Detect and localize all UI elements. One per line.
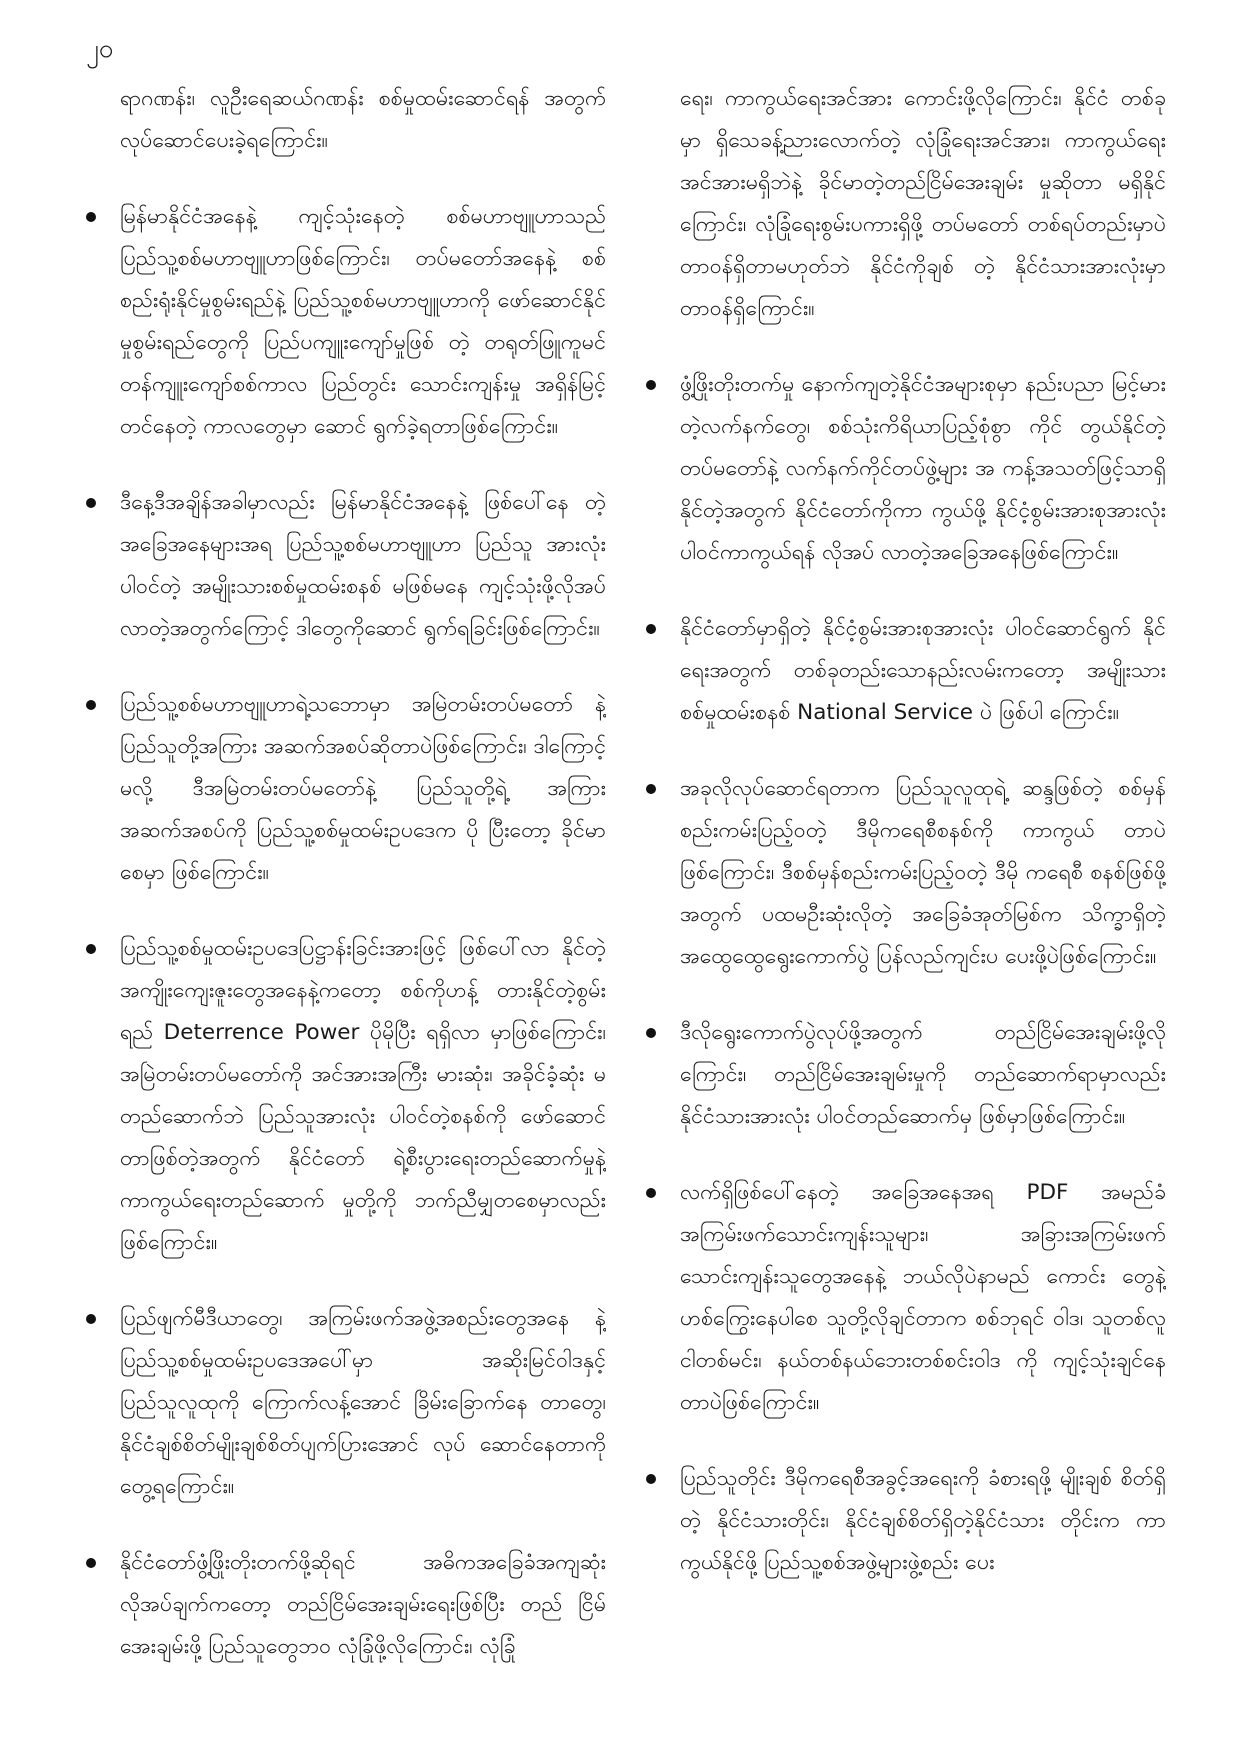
bullet-icon xyxy=(86,1314,96,1324)
continuation-paragraph: ရာဂဏန်း၊ လူဦးရေဆယ်ဂဏန်း စစ်မှုထမ်းဆောင်ရန် အတွက် လုပ်ဆောင်ပေးခဲ့ရကြောင်း။ xyxy=(120,86,606,153)
bullet-item xyxy=(86,1542,606,1668)
bullet-item xyxy=(646,1172,1166,1424)
bullet-icon xyxy=(86,1558,96,1568)
bullet-icon xyxy=(646,784,656,794)
bullet-item xyxy=(646,364,1166,574)
bullet-text: အခုလိုလုပ်ဆောင်ရတာက ပြည်သူလူထုရဲ့ ဆန္ဒဖြစ်တဲ့ စစ်မှန်စည်းကမ်းပြည့်ဝတဲ့ ဒီမိုကရေစီစနစ်ကို ကာကွယ် တာပဲဖြစ်ကြောင်း၊ ဒီစစ်မှန်စည်းကမ်းပြည့်ဝတဲ့ ဒီမို ကရေစီ စနစ်ဖြစ်ဖို့အတွက် ပထမဦးဆုံးလိုတဲ့ အခြေခံအုတ်မြစ်က သိက္ခာရှိတဲ့ အထွေထွေရွေးကောက်ပွဲ ပြန်လည်ကျင်းပ ပေးဖို့ပဲဖြစ်ကြောင်း။ xyxy=(680,776,1166,969)
right-column xyxy=(646,78,1166,1718)
bullet-item xyxy=(86,1298,606,1508)
bullet-text: ပြည်သူ့စစ်မှုထမ်းဥပဒေပြဋ္ဌာန်းခြင်းအားဖြင့် ဖြစ်ပေါ်လာ နိုင်တဲ့ အကျိုးကျေးဇူးတွေအနေနဲ့ကတော့ စစ်ကိုဟန့် တားနိုင်တဲ့စွမ်းရည် Deterrence Power ပိုမိုပြီး ရရှိလာ မှာဖြစ်ကြောင်း၊ အမြဲတမ်းတပ်မတော်ကို အင်အားအကြီး မားဆုံး၊ အခိုင်ခံ့ဆုံး မတည်ဆောက်ဘဲ ပြည်သူအားလုံး ပါဝင်တဲ့စနစ်ကို ဖော်ဆောင်တာဖြစ်တဲ့အတွက် နိုင်ငံတော် ရဲ့စီးပွားရေးတည်ဆောက်မှုနဲ့ ကာကွယ်ရေးတည်ဆောက် မှုတို့ကို ဘက်ညီမျှတစေမှာလည်းဖြစ်ကြောင်း။ xyxy=(120,936,606,1255)
bullet-text: ပြည်သူ့စစ်မဟာဗျူဟာရဲ့သဘောမှာ အမြဲတမ်းတပ်မတော် နဲ့ ပြည်သူတို့အကြား အဆက်အစပ်ဆိုတာပဲဖြစ်ကြောင်း၊ ဒါကြောင့်မလို့ ဒီအမြဲတမ်းတပ်မတော်နဲ့ ပြည်သူတို့ရဲ့ အကြား အဆက်အစပ်ကို ပြည်သူ့စစ်မှုထမ်းဥပဒေက ပို ပြီးတော့ ခိုင်မာစေမှာ ဖြစ်ကြောင်း။ xyxy=(120,692,606,885)
bullet-text: ဖွံ့ဖြိုးတိုးတက်မှု နောက်ကျတဲ့နိုင်ငံအများစုမှာ နည်းပညာ မြင့်မားတဲ့လက်နက်တွေ၊ စစ်သုံးကိရိယာပြည့်စုံစွာ ကိုင် တွယ်နိုင်တဲ့တပ်မတော်နဲ့ လက်နက်ကိုင်တပ်ဖွဲ့များ အ ကန့်အသတ်ဖြင့်သာရှိနိုင်တဲ့အတွက် နိုင်ငံတော်ကိုကာ ကွယ်ဖို့ နိုင်ငံ့စွမ်းအားစုအားလုံး ပါဝင်ကာကွယ်ရန် လိုအပ် လာတဲ့အခြေအနေဖြစ်ကြောင်း။ xyxy=(680,372,1166,565)
bullet-icon xyxy=(646,1028,656,1038)
bullet-item xyxy=(646,768,1166,978)
continuation-paragraph: ရေး၊ ကာကွယ်ရေးအင်အား ကောင်းဖို့လိုကြောင်း၊ နိုင်ငံ တစ်ခုမှာ ရှိသေခန့်ညားလောက်တဲ့ လုံခြုံရေးအင်အား၊ ကာကွယ်ရေးအင်အားမရှိဘဲနဲ့ ခိုင်မာတဲ့တည်ငြိမ်အေးချမ်း မှုဆိုတာ မရှိနိုင်ကြောင်း၊ လုံခြုံရေးစွမ်းပကားရှိဖို့ တပ်မတော် တစ်ရပ်တည်းမှာပဲ တာဝန်ရှိတာမဟုတ်ဘဲ နိုင်ငံကိုချစ် တဲ့ နိုင်ငံသားအားလုံးမှာ တာဝန်ရှိကြောင်း။ xyxy=(680,86,1166,321)
left-column xyxy=(86,78,606,1718)
page-number: ၂၀ xyxy=(86,34,114,64)
bullet-item xyxy=(86,928,606,1264)
bullet-icon xyxy=(86,944,96,954)
bullet-text: လက်ရှိဖြစ်ပေါ်နေတဲ့ အခြေအနေအရ PDF အမည်ခံ အကြမ်းဖက်သောင်းကျန်းသူများ၊ အခြားအကြမ်းဖက် သောင်းကျန်းသူတွေအနေနဲ့ ဘယ်လိုပဲနာမည် ကောင်း တွေနဲ့ ဟစ်ကြွေးနေပါစေ သူတို့လိုချင်တာက စစ်ဘုရင် ဝါဒ၊ သူတစ်လူ ငါတစ်မင်း၊ နယ်တစ်နယ်ဘေးတစ်စင်းဝါဒ ကို ကျင့်သုံးချင်နေတာပဲဖြစ်ကြောင်း။ xyxy=(680,1180,1166,1415)
bullet-item xyxy=(86,684,606,894)
bullet-text: နိုင်ငံတော်ဖွံ့ဖြိုးတိုးတက်ဖို့ဆိုရင် အဓိကအခြေခံအကျဆုံး လိုအပ်ချက်ကတော့ တည်ငြိမ်အေးချမ်းရေးဖြစ်ပြီး တည် ငြိမ်အေးချမ်းဖို့ ပြည်သူတွေဘဝ လုံခြုံဖို့လိုကြောင်း၊ လုံခြုံ xyxy=(120,1550,606,1659)
bullet-icon xyxy=(646,380,656,390)
two-column-body xyxy=(86,78,1166,1718)
bullet-text: နိုင်ငံတော်မှာရှိတဲ့ နိုင်ငံ့စွမ်းအားစုအားလုံး ပါဝင်ဆောင်ရွက် နိုင်ရေးအတွက် တစ်ခုတည်းသောနည်းလမ်းကတော့ အမျိုးသားစစ်မှုထမ်းစနစ် National Service ပဲ ဖြစ်ပါ ကြောင်း။ xyxy=(680,616,1166,725)
bullet-item xyxy=(86,196,606,448)
bullet-text: ဒီလိုရွေးကောက်ပွဲလုပ်ဖို့အတွက် တည်ငြိမ်အေးချမ်းဖို့လို ကြောင်း၊ တည်ငြိမ်အေးချမ်းမှုကို တည်ဆောက်ရာမှာလည်း နိုင်ငံသားအားလုံး ပါဝင်တည်ဆောက်မှ ဖြစ်မှာဖြစ်ကြောင်း။ xyxy=(680,1020,1166,1129)
bullet-item xyxy=(646,608,1166,734)
bullet-text: ပြည်သူတိုင်း ဒီမိုကရေစီအခွင့်အရေးကို ခံစားရဖို့ မျိုးချစ် စိတ်ရှိတဲ့ နိုင်ငံသားတိုင်း၊ နိုင်ငံချစ်စိတ်ရှိတဲ့နိုင်ငံသား တိုင်းက ကာကွယ်နိုင်ဖို့ ပြည်သူ့စစ်အဖွဲ့များဖွဲ့စည်း ပေး xyxy=(680,1466,1166,1575)
bullet-icon xyxy=(86,498,96,508)
bullet-item xyxy=(646,1458,1166,1584)
bullet-text: ပြည်ဖျက်မီဒီယာတွေ၊ အကြမ်းဖက်အဖွဲ့အစည်းတွေအနေ နဲ့ ပြည်သူ့စစ်မှုထမ်းဥပဒေအပေါ်မှာ အဆိုးမြင်ဝါဒနှင့် ပြည်သူလူထုကို ကြောက်လန့်အောင် ခြိမ်းခြောက်နေ တာတွေ၊ နိုင်ငံချစ်စိတ်မျိုးချစ်စိတ်ပျက်ပြားအောင် လုပ် ဆောင်နေတာကို တွေ့ရကြောင်း။ xyxy=(120,1306,606,1499)
bullet-text: မြန်မာနိုင်ငံအနေနဲ့ ကျင့်သုံးနေတဲ့ စစ်မဟာဗျူဟာသည် ပြည်သူ့စစ်မဟာဗျူဟာဖြစ်ကြောင်း၊ တပ်မတော်အနေနဲ့ စစ်စည်းရုံးနိုင်မှုစွမ်းရည်နဲ့ ပြည်သူ့စစ်မဟာဗျူဟာကို ဖော်ဆောင်နိုင်မှုစွမ်းရည်တွေကို ပြည်ပကျူးကျော်မှုဖြစ် တဲ့ တရုတ်ဖြူကူမင်တန်ကျူးကျော်စစ်ကာလ ပြည်တွင်း သောင်းကျန်းမှု အရှိန်မြင့်တင်နေတဲ့ ကာလတွေမှာ ဆောင် ရွက်ခဲ့ရတာဖြစ်ကြောင်း။ xyxy=(120,204,606,439)
bullet-icon xyxy=(646,1188,656,1198)
bullet-icon xyxy=(86,700,96,710)
bullet-item xyxy=(646,1012,1166,1138)
bullet-icon xyxy=(646,624,656,634)
bullet-item xyxy=(86,482,606,650)
bullet-icon xyxy=(86,212,96,222)
bullet-icon xyxy=(646,1474,656,1484)
bullet-text: ဒီနေ့ဒီအချိန်အခါမှာလည်း မြန်မာနိုင်ငံအနေနဲ့ ဖြစ်ပေါ်နေ တဲ့ အခြေအနေများအရ ပြည်သူ့စစ်မဟာဗျူဟာ ပြည်သူ အားလုံးပါဝင်တဲ့ အမျိုးသားစစ်မှုထမ်းစနစ် မဖြစ်မနေ ကျင့်သုံးဖို့လိုအပ်လာတဲ့အတွက်ကြောင့် ဒါတွေကိုဆောင် ရွက်ရခြင်းဖြစ်ကြောင်း။ xyxy=(120,490,606,641)
